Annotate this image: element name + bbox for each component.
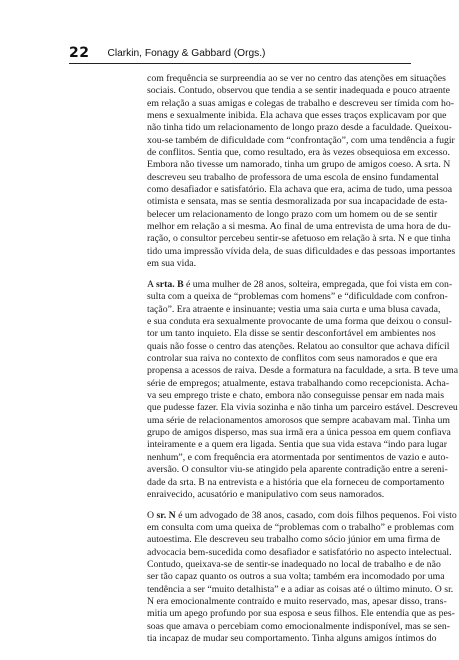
running-head bbox=[69, 40, 411, 60]
text-line: ser tão capaz quanto os outros a sua volta; também era incomodado por uma bbox=[147, 571, 445, 583]
text-line: dade da srta. B na entrevista e a história que ela forneceu de comportamento bbox=[147, 476, 445, 488]
paragraph-1 bbox=[147, 73, 456, 271]
text-line: em sua vida. bbox=[147, 258, 197, 270]
text-line: tido uma impressão vívida dela, de suas dificuldades e das pessoas importantes bbox=[147, 245, 456, 257]
text-line: tendência a ser “muito detalhista” e a adiar as coisas até o último minuto. O sr. bbox=[147, 583, 454, 595]
text-line: uma série de relacionamentos amorosos que sempre acabavam mal. Tinha um bbox=[147, 414, 450, 426]
text-line: aversão. O consultor viu-se atingido pela aparente contradição entre a sereni- bbox=[147, 464, 448, 476]
text-line-rest: é um advogado de 38 anos, casado, com dois filhos pequenos. Foi visto bbox=[175, 509, 457, 521]
patient-name: srta. B bbox=[155, 279, 184, 290]
text-line: quais não fosse o centro das atenções. Relatou ao consultor que achava difícil bbox=[147, 340, 450, 352]
text-line: xou-se também de dificuldade com “confrontação”, com uma tendência a fugir bbox=[147, 134, 455, 146]
text-line: N era emocionalmente contraído e muito reservado, mas, apesar disso, trans- bbox=[147, 596, 447, 608]
text-line: nenhum”, e com frequência era atormentada por sentimentos de vazio e auto- bbox=[147, 451, 449, 463]
text-line-rest: é uma mulher de 28 anos, solteira, empregada, que foi vista em con- bbox=[183, 279, 453, 290]
text-line: mens e sexualmente inibida. Ela achava que esses traços explicavam por que bbox=[147, 110, 447, 122]
paragraph-2 bbox=[147, 279, 459, 501]
text-line: va seu emprego triste e chato, embora não conseguisse pensar em nada mais bbox=[147, 390, 444, 402]
text-line: otimista e sensata, mas se sentia desmoralizada por sua incapacidade de esta- bbox=[147, 196, 448, 208]
text-line: melhor em relação a si mesma. Ao final de uma entrevista de uma hora de du- bbox=[147, 221, 451, 233]
text-line: série de empregos; atualmente, estava trabalhando como recepcionista. Acha- bbox=[147, 377, 450, 389]
text-line: inteiramente e a quem era ligada. Sentia que sua vida estava “indo para lugar bbox=[147, 439, 447, 451]
text-line: mitia um apego profundo por sua esposa e seus filhos. Ele entendia que as pes- bbox=[147, 608, 455, 620]
text-line: controlar sua raiva no contexto de conflitos com seus namorados e que era bbox=[147, 353, 438, 365]
text-line: como desafiador e satisfatório. Ela achava que era, acima de tudo, uma pessoa bbox=[147, 184, 453, 196]
text-line: e sua conduta era sexualmente provocante de uma forma que deixou o consul- bbox=[147, 316, 452, 328]
patient-name: sr. N bbox=[156, 509, 176, 521]
paragraph-3 bbox=[147, 509, 457, 646]
text-line bbox=[147, 509, 457, 522]
text-line: tação”. Era atraente e insinuante; vestia uma saia curta e uma blusa cavada, bbox=[147, 303, 441, 315]
header-rule bbox=[69, 63, 411, 64]
text-line: belecer um relacionamento de longo prazo com um homem ou de se sentir bbox=[147, 208, 438, 220]
text-line: que pudesse fazer. Ela vivia sozinha e não tinha um parceiro estável. Descreveu bbox=[147, 402, 458, 414]
text-line: em consulta com uma queixa de “problemas com o trabalho” e problemas com bbox=[147, 522, 455, 534]
text-line: sulta com a queixa de “problemas com homens” e “dificuldade com confron- bbox=[147, 291, 448, 303]
text-line: Embora não tivesse um namorado, tinha um grupo de amigos coeso. A srta. N bbox=[147, 159, 451, 171]
text-line: tia incapaz de mudar seu comportamento. Tinha alguns amigos íntimos do bbox=[147, 633, 437, 645]
text-line: autoestima. Ele descreveu seu trabalho como sócio júnior em uma firma de bbox=[147, 534, 440, 546]
book-credit: Clarkin, Fonagy & Gabbard (Orgs.) bbox=[107, 47, 266, 59]
text-line: de conflitos. Sentia que, como resultado, era às vezes obsequiosa em excesso. bbox=[147, 147, 450, 159]
text-line: tor um tanto inquieto. Ela disse se sentir desconfortável em ambientes nos bbox=[147, 328, 436, 340]
text-line: grupo de amigos disperso, mas sua irmã era a única pessoa em quem confiava bbox=[147, 427, 451, 439]
text-line: não tinha tido um relacionamento de longo prazo desde a faculdade. Queixou- bbox=[147, 122, 452, 134]
text-line: soas que amava o percebiam como emocionalmente indisponível, mas se sen- bbox=[147, 620, 450, 632]
text-line: advocacia bem-sucedida como desafiador e satisfatório no aspecto intelectual. bbox=[147, 546, 452, 558]
text-line: em relação a suas amigas e colegas de trabalho e descreveu ser tímida com ho- bbox=[147, 97, 454, 109]
paragraph-lead: A bbox=[147, 279, 156, 290]
page-number: 22 bbox=[69, 45, 90, 61]
text-line: sociais. Contudo, observou que tendia a se sentir inadequada e pouco atraente bbox=[147, 85, 450, 97]
text-line: propensa a acessos de raiva. Desde a formatura na faculdade, a srta. B teve uma bbox=[147, 365, 459, 377]
text-line: enraivecido, acusatório e manipulativo com seus namorados. bbox=[147, 488, 385, 500]
text-line: Contudo, queixava-se de sentir-se inadequado no local de trabalho e de não bbox=[147, 559, 441, 571]
text-line: descreveu seu trabalho de professora de uma escola de ensino fundamental bbox=[147, 171, 439, 183]
text-line bbox=[147, 279, 453, 291]
body-text bbox=[147, 73, 459, 654]
text-line: com frequência se surpreendia ao se ver no centro das atenções em situações bbox=[147, 73, 446, 84]
paragraph-lead: O bbox=[147, 509, 157, 521]
text-line: ração, o consultor percebeu sentir-se afetuoso em relação à srta. N e que tinha bbox=[147, 233, 451, 245]
